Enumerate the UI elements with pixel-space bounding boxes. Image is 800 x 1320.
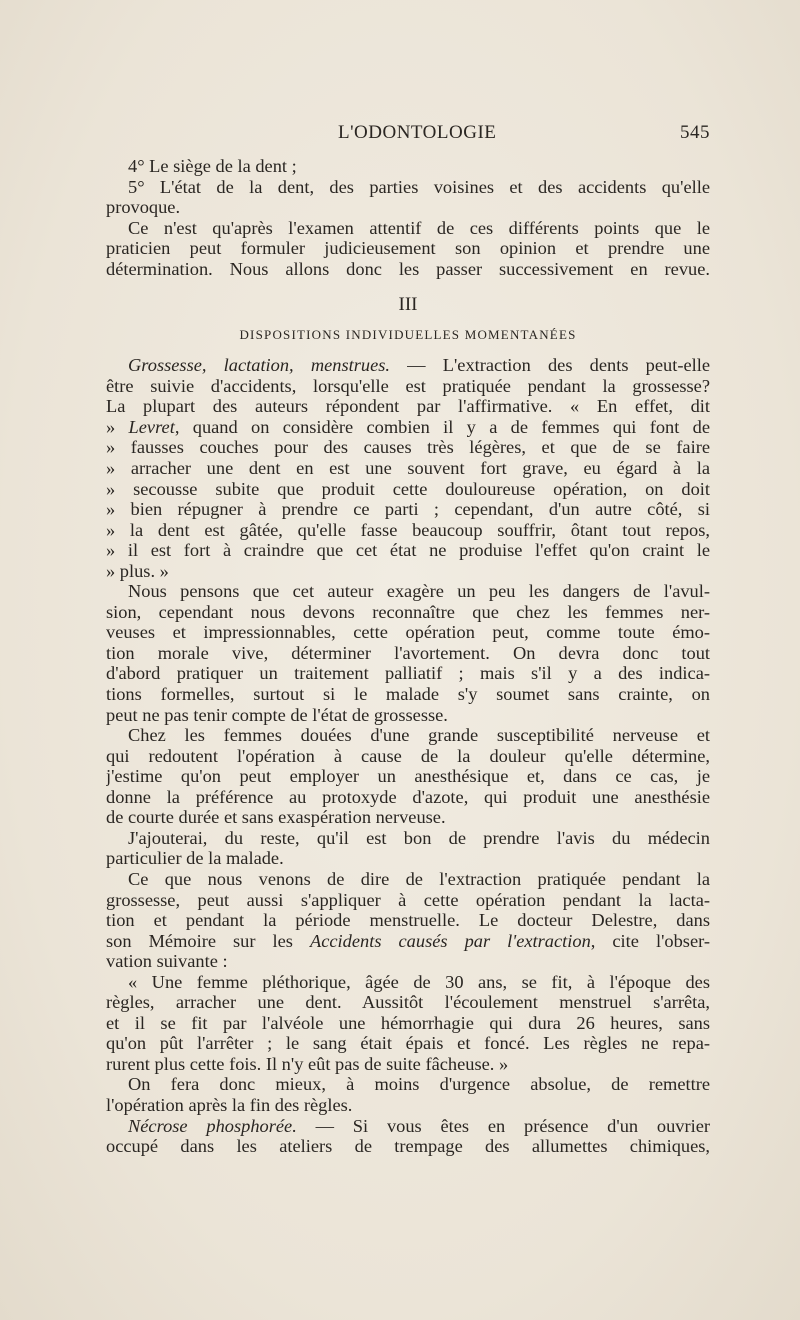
text-line: rurent plus cette fois. Il n'y eût pas de suite fâcheuse. »	[106, 1053, 509, 1074]
body-text	[106, 156, 710, 1157]
text-line: peut ne pas tenir compte de l'état de grossesse.	[106, 704, 448, 725]
text-line: l'opération après la fin des règles.	[106, 1094, 353, 1115]
page-number: 545	[680, 122, 710, 143]
text-line: 4° Le siège de la dent ;	[128, 156, 297, 176]
text-line: J'ajouterai, du reste, qu'il est bon de prendre l'avis du médecin	[128, 827, 710, 848]
memoire-title: Accidents causés par l'extraction	[310, 930, 591, 951]
text-line: tion et pendant la période menstruelle. Le docteur Delestre, dans	[106, 910, 710, 931]
text-line: sion, cependant nous devons reconnaître que chez les femmes ner-	[106, 601, 710, 622]
text-line: et il se fit par l'alvéole une hémorrhagie qui dura 26 heures, sans	[106, 1012, 710, 1033]
text-line: grossesse, peut aussi s'appliquer à cette opération pendant la lacta-	[106, 889, 710, 910]
author-levret: Levret	[128, 416, 175, 437]
text-line: j'estime qu'on peut employer un anesthésique et, dans ce cas, je	[106, 766, 710, 787]
text-line: Nécrose phosphorée. — Si vous êtes en présence d'un ouvrier	[128, 1115, 710, 1136]
text-line: particulier de la malade.	[106, 848, 284, 869]
text-line: détermination. Nous allons donc les passer successivement en revue.	[106, 258, 710, 279]
text-line: tion morale vive, déterminer l'avortement. On devra donc tout	[106, 642, 710, 663]
text-line: » Levret, quand on considère combien il y a de femmes qui font de	[106, 416, 710, 437]
text-line: Ce n'est qu'après l'examen attentif de ces différents points que le	[128, 217, 710, 238]
text-line: donne la préférence au protoxyde d'azote, qui produit une anesthésie	[106, 786, 710, 807]
text-line: » bien répugner à prendre ce parti ; cependant, d'un autre côté, si	[106, 499, 710, 520]
section-title: DISPOSITIONS INDIVIDUELLES MOMENTANÉES	[239, 327, 577, 343]
running-head	[106, 118, 710, 148]
text-line: occupé dans les ateliers de trempage des allumettes chimiques,	[106, 1136, 710, 1157]
text-line: règles, arracher une dent. Aussitôt l'écoulement menstruel s'arrêta,	[106, 992, 710, 1013]
text-line: Nous pensons que cet auteur exagère un peu les dangers de l'avul-	[128, 581, 710, 602]
text-line: On fera donc mieux, à moins d'urgence absolue, de remettre	[128, 1074, 710, 1095]
text-line: » fausses couches pour des causes très légères, et que de se faire	[106, 437, 710, 458]
text-line: être suivie d'accidents, lorsqu'elle est pratiquée pendant la grossesse?	[106, 375, 710, 396]
text-line: vation suivante :	[106, 951, 228, 972]
section-number: III	[398, 294, 418, 316]
text-line: 5° L'état de la dent, des parties voisines et des accidents qu'elle	[128, 176, 710, 197]
subhead-grossesse: Grossesse, lactation, menstrues.	[128, 355, 390, 376]
text-line: veuses et impressionnables, cette opération peut, comme toute émo-	[106, 622, 710, 643]
subhead-necrose: Nécrose phosphorée.	[128, 1115, 297, 1136]
text-line: de courte durée et sans exaspération nerveuse.	[106, 807, 446, 828]
text-line: » plus. »	[106, 560, 169, 581]
text-line: » secousse subite que produit cette douloureuse opération, on doit	[106, 478, 710, 499]
text-line: Ce que nous venons de dire de l'extraction pratiquée pendant la	[128, 868, 710, 889]
text-line: son Mémoire sur les Accidents causés par l'extraction, cite l'obser-	[106, 930, 710, 951]
text-line: » arracher une dent en est une souvent fort grave, eu égard à la	[106, 458, 710, 479]
text-line: » il est fort à craindre que cet état ne produise l'effet qu'on craint le	[106, 540, 710, 561]
text-line: d'abord pratiquer un traitement palliatif ; mais s'il y a des indica-	[106, 663, 710, 684]
text-line: provoque.	[106, 197, 181, 218]
text-line: « Une femme pléthorique, âgée de 30 ans, se fit, à l'époque des	[128, 971, 710, 992]
text-line: La plupart des auteurs répondent par l'affirmative. « En effet, dit	[106, 396, 710, 417]
text-line: qu'on pût l'arrêter ; le sang était épais et foncé. Les règles ne repa-	[106, 1033, 710, 1054]
text-line: tions formelles, surtout si le malade s'y soumet sans crainte, on	[106, 684, 710, 705]
text-line: Grossesse, lactation, menstrues. — L'extraction des dents peut-elle	[128, 355, 710, 376]
text-line: » la dent est gâtée, qu'elle fasse beaucoup souffrir, ôtant tout repos,	[106, 519, 710, 540]
text-line: Chez les femmes douées d'une grande susceptibilité nerveuse et	[128, 725, 710, 746]
text-line: praticien peut formuler judicieusement son opinion et prendre une	[106, 238, 710, 259]
running-title: L'ODONTOLOGIE	[338, 122, 497, 143]
text-line: qui redoutent l'opération à cause de la douleur qu'elle détermine,	[106, 745, 710, 766]
